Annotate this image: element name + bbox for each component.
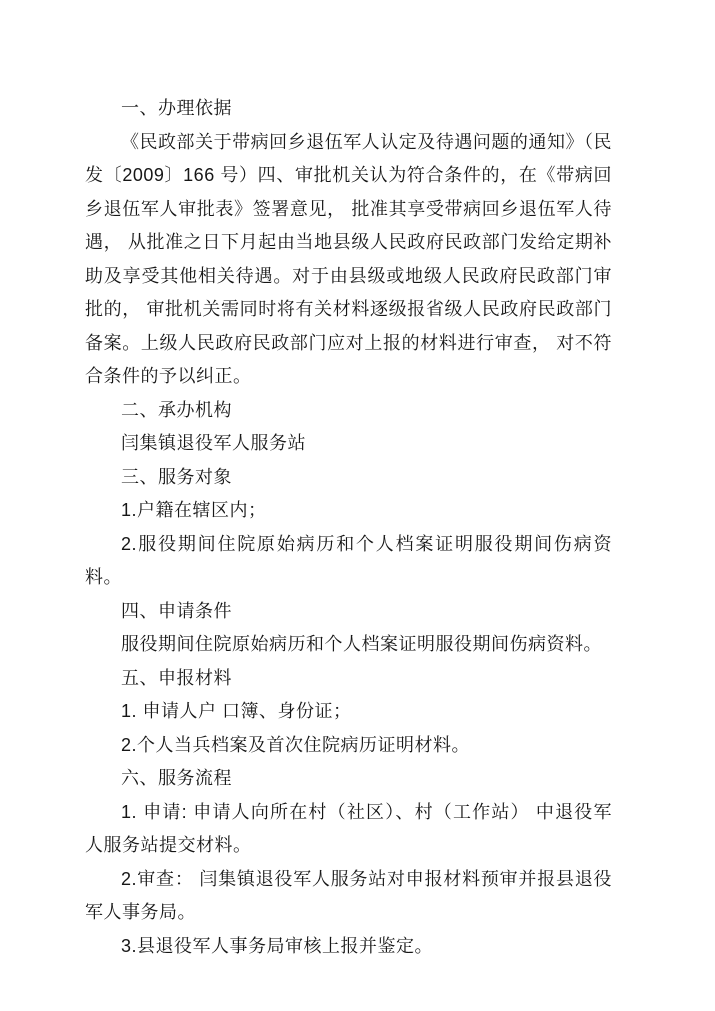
paragraph-process-step-1: 1. 申请: 申请人向所在村（社区）、村（工作站） 中退役军人服务站提交材料。 <box>85 801 612 855</box>
paragraph-process-step-3: 3.县退役军人事务局审核上报并鉴定。 <box>121 935 434 956</box>
paragraph-service-target-1: 1.户籍在辖区内； <box>121 500 267 520</box>
paragraph-service-target-2: 2.服役期间住院原始病历和个人档案证明服役期间伤病资料。 <box>85 533 612 587</box>
section-heading-undertaking-agency: 二、承办机构 <box>121 399 232 420</box>
section-heading-application-materials: 五、申报材料 <box>121 667 232 688</box>
paragraph-process-step-2: 2.审查： 闫集镇退役军人服务站对申报材料预审并报县退役军人事务局。 <box>85 868 612 922</box>
section-heading-application-conditions: 四、申请条件 <box>121 600 232 621</box>
paragraph-handling-basis: 《民政部关于带病回乡退伍军人认定及待遇问题的通知》（民发〔2009〕166 号）四、审批机关认为符合条件的，在《带病回乡退伍军人审批表》签署意见， 批准其享受带病回乡退伍军人待遇， 从批准之日下月起由当地县级人民政府民政部门发给定期补助及享受其他相关待遇。对于由县级或地级人民政府民政部门审批的， 审批机关需同时将有关材料逐级报省级人民政府民政部门备案。上级人民政府民政部门应对上报的材料进行审查， 对不符合条件的予以纠正。 <box>85 131 612 386</box>
paragraph-application-conditions: 服役期间住院原始病历和个人档案证明服役期间伤病资料。 <box>121 634 602 654</box>
paragraph-undertaking-agency: 闫集镇退役军人服务站 <box>121 433 306 453</box>
section-heading-handling-basis: 一、办理依据 <box>121 98 232 118</box>
paragraph-application-material-1: 1. 申请人户 口簿、身份证； <box>121 701 352 721</box>
paragraph-application-material-2: 2.个人当兵档案及首次住院病历证明材料。 <box>121 734 471 755</box>
section-heading-service-process: 六、服务流程 <box>121 768 232 788</box>
section-heading-service-targets: 三、服务对象 <box>121 466 232 487</box>
